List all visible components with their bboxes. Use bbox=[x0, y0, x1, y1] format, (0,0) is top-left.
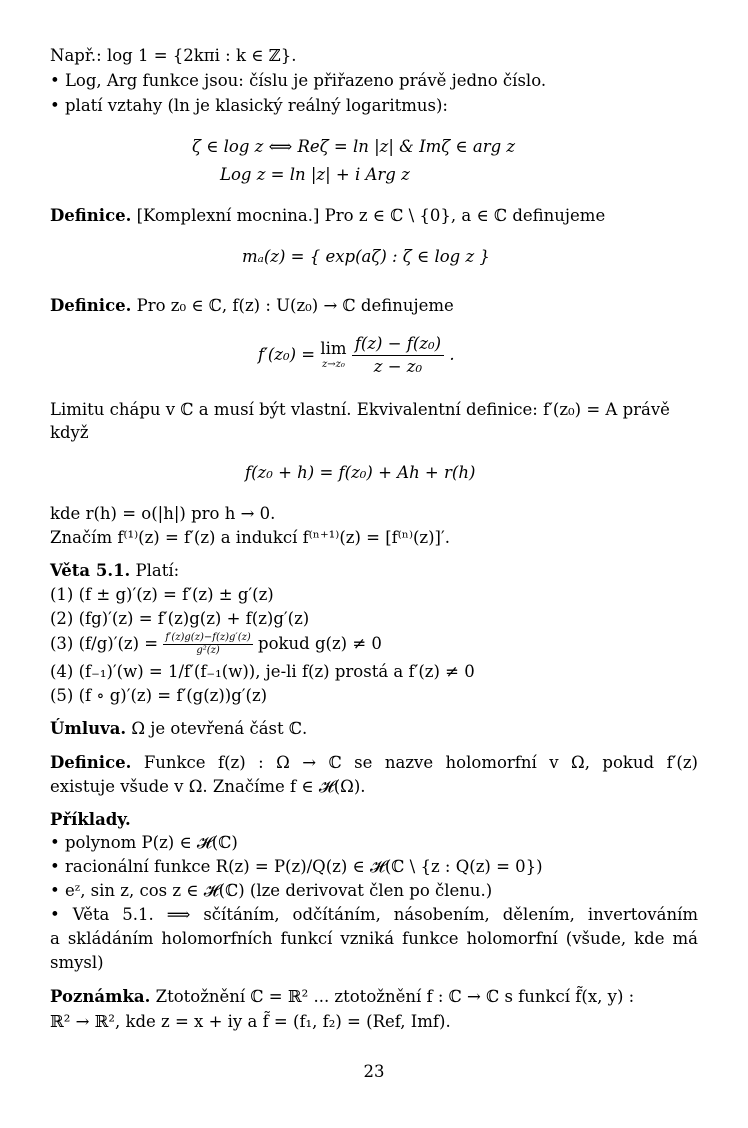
text-remainder: kde r(h) = o(|h|) pro h → 0. bbox=[50, 504, 276, 523]
theorem-item-5: (5) (f ∘ g)′(z) = f′(g(z))g′(z) bbox=[50, 686, 268, 705]
convention bbox=[50, 721, 307, 738]
text-kdyz: když bbox=[50, 423, 89, 442]
difference-quotient bbox=[352, 336, 444, 375]
example-exp-sin-cos: • eᶻ, sin z, cos z ∈ 𝓗(ℂ) (lze derivovat člen po členu.) bbox=[50, 881, 493, 900]
page-number: 23 bbox=[363, 1062, 385, 1081]
definition-text: Pro z₀ ∈ ℂ, f(z) : U(z₀) → ℂ definujeme bbox=[131, 296, 454, 315]
example-polynomial: • polynom P(z) ∈ 𝓗(ℂ) bbox=[50, 833, 238, 852]
equation-derivative-limit bbox=[258, 336, 455, 375]
definition-text: [Komplexní mocnina.] Pro z ∈ ℂ \ {0}, a ∈ ℂ definujeme bbox=[131, 206, 606, 225]
limit-subscript: z→z₀ bbox=[321, 358, 345, 370]
example-theorem-consequence-line-2: a skládáním holomorfních funkcí vzniká funkce holomorfní (všude, kde má bbox=[50, 929, 698, 948]
bullet-relations: • platí vztahy (ln je klasický reálný logaritmus): bbox=[50, 96, 448, 115]
theorem-item-2: (2) (fg)′(z) = f′(z)g(z) + f(z)g′(z) bbox=[50, 609, 310, 628]
bullet-log-arg: • Log, Arg funkce jsou: číslu je přiřazeno právě jedno číslo. bbox=[50, 71, 547, 90]
theorem-item-3 bbox=[50, 633, 382, 656]
definition-holomorphic-line-2: existuje všude v Ω. Značíme f ∈ 𝓗(Ω). bbox=[50, 777, 366, 796]
derivative-lhs: f′(z₀) = bbox=[258, 345, 321, 364]
text-higher-derivatives: Značím f⁽¹⁾(z) = f′(z) a indukcí f⁽ⁿ⁺¹⁾(z) = [f⁽ⁿ⁾(z)]′. bbox=[50, 528, 450, 547]
remark-heading: Poznámka. bbox=[50, 987, 151, 1006]
convention-heading: Úmluva. bbox=[50, 719, 127, 738]
theorem-heading: Věta 5.1. bbox=[50, 561, 131, 580]
fraction-numerator: f′(z)g(z)−f(z)g′(z) bbox=[165, 632, 251, 643]
example-theorem-consequence-line-3: smysl) bbox=[50, 953, 104, 972]
equation-end: . bbox=[444, 345, 455, 364]
quotient-rule-condition: pokud g(z) ≠ 0 bbox=[252, 634, 382, 653]
equation-principal-log: Log z = ln |z| + i Arg z bbox=[220, 165, 410, 184]
fraction-numerator: f(z) − f(z₀) bbox=[352, 336, 444, 356]
theorem-item-1: (1) (f ± g)′(z) = f′(z) ± g′(z) bbox=[50, 585, 274, 604]
convention-text: Ω je otevřená část ℂ. bbox=[126, 719, 308, 738]
examples-heading: Příklady. bbox=[50, 810, 131, 829]
definition-heading: Definice. bbox=[50, 753, 132, 772]
definition-heading: Definice. bbox=[50, 206, 132, 225]
remark-text: Ztotožnění ℂ = ℝ² ... ztotožnění f : ℂ → ℂ s funkcí f̃(x, y) : bbox=[150, 987, 635, 1006]
definition-complex-power bbox=[50, 208, 605, 225]
remark bbox=[50, 989, 634, 1006]
theorem-text: Platí: bbox=[130, 561, 180, 580]
text-limit-remark: Limitu chápu v ℂ a musí být vlastní. Ekvivalentní definice: f′(z₀) = A právě bbox=[50, 400, 670, 419]
limit-label: lim bbox=[320, 339, 347, 359]
example-theorem-consequence: • Věta 5.1. ⟹ sčítáním, odčítáním, násobením, dělením, invertováním bbox=[50, 905, 698, 924]
definition-holomorphic bbox=[50, 755, 698, 772]
limit-operator bbox=[320, 341, 346, 370]
definition-derivative bbox=[50, 298, 454, 315]
fraction-denominator: z − z₀ bbox=[373, 356, 423, 376]
fraction-denominator: g²(z) bbox=[196, 645, 220, 656]
remark-line-2: ℝ² → ℝ², kde z = x + iy a f̃ = (f₁, f₂) = (Ref, Imf). bbox=[50, 1012, 451, 1031]
equation-linear-approx: f(z₀ + h) = f(z₀) + Ah + r(h) bbox=[245, 463, 476, 482]
theorem-item-4: (4) (f₋₁)′(w) = 1/f′(f₋₁(w)), je-li f(z) prostá a f′(z) ≠ 0 bbox=[50, 662, 475, 681]
quotient-rule-lhs: (3) (f/g)′(z) = bbox=[50, 634, 164, 653]
definition-heading: Definice. bbox=[50, 296, 132, 315]
theorem-5-1 bbox=[50, 563, 179, 580]
quotient-rule-fraction bbox=[163, 633, 252, 656]
equation-complex-power: mₐ(z) = { exp(aζ) : ζ ∈ log z } bbox=[242, 247, 490, 266]
example-rational: • racionální funkce R(z) = P(z)/Q(z) ∈ 𝓗(ℂ \ {z : Q(z) = 0}) bbox=[50, 857, 543, 876]
equation-log-definition: ζ ∈ log z ⟺ Reζ = ln |z| & Imζ ∈ arg z bbox=[192, 137, 516, 156]
definition-text: Funkce f(z) : Ω → ℂ se nazve holomorfní v Ω, pokud f′(z) bbox=[131, 753, 698, 772]
text-line-example-log: Např.: log 1 = {2kπi : k ∈ ℤ}. bbox=[50, 46, 297, 65]
